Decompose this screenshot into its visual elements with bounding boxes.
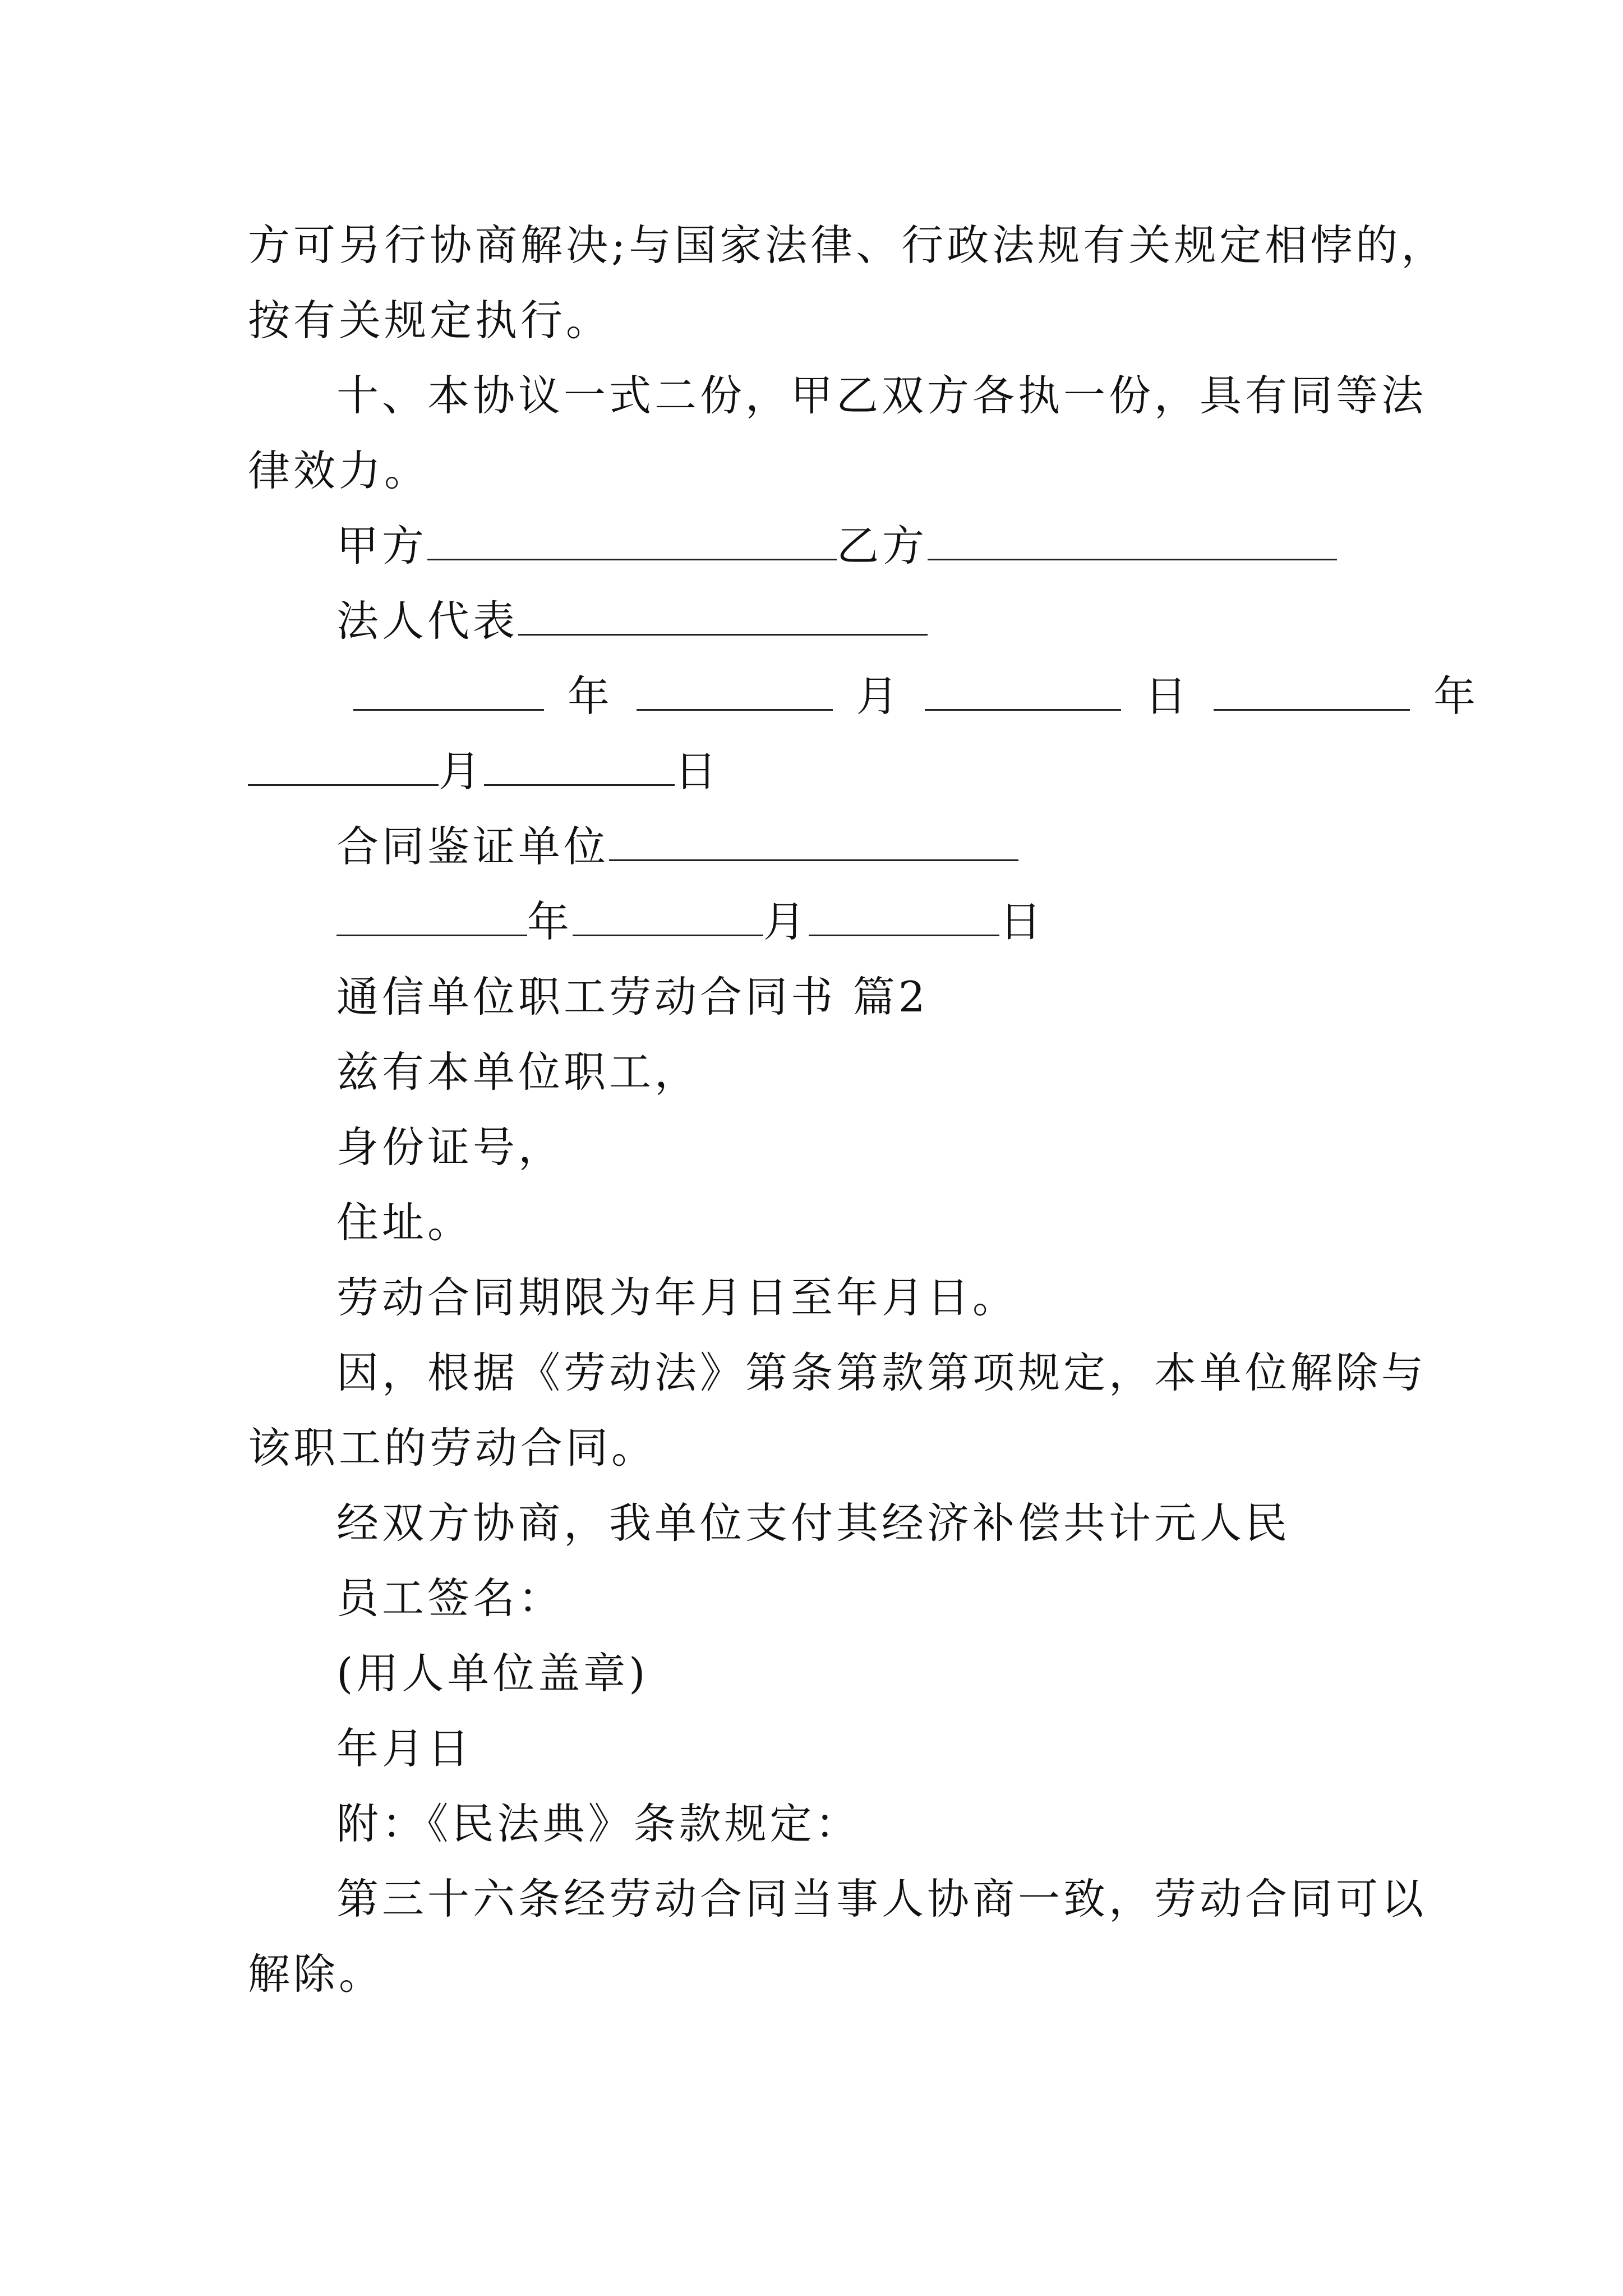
paragraph-line: 第三十六条经劳动合同当事人协商一致，劳动合同可以 (336, 1874, 1427, 1924)
paragraph-line: 劳动合同期限为年月日至年月日。 (336, 1273, 1018, 1322)
clause-ten-line: 律效力。 (248, 446, 430, 495)
date-blank (353, 670, 544, 711)
year-label: 年 (1433, 671, 1479, 721)
paragraph-line: 方可另行协商解决;与国家法律、行政法规有关规定相悖的， (248, 220, 1447, 270)
employer-seal-label: (用人单位盖章) (336, 1649, 649, 1698)
paragraph-line: 解除。 (248, 1949, 385, 1999)
month-label: 月 (439, 747, 485, 796)
verify-unit-label: 合同鉴证单位 (336, 822, 610, 871)
paragraph-line: 因，根据《劳动法》第条第款第项规定，本单位解除与 (336, 1348, 1427, 1397)
party-b-blank (928, 519, 1337, 560)
date-row-3 (336, 894, 1045, 950)
section-title: 通信单位职工劳动合同书 篇2 (336, 972, 929, 1022)
verify-unit-blank (609, 820, 1018, 861)
date-blank (336, 895, 527, 936)
paragraph-line: 该职工的劳动合同。 (248, 1423, 657, 1473)
paragraph-line: 按有关规定执行。 (248, 296, 612, 345)
party-b-label: 乙方 (837, 521, 928, 570)
year-label: 年 (567, 671, 613, 721)
date-label: 年月日 (336, 1724, 473, 1773)
date-blank (809, 895, 999, 936)
date-blank (573, 895, 763, 936)
party-signature-row (336, 518, 1337, 574)
verify-unit-row (336, 818, 1018, 875)
paragraph-line: 经双方协商，我单位支付其经济补偿共计元人民 (336, 1498, 1291, 1548)
appendix-heading: 附：《民法典》条款规定： (336, 1799, 861, 1848)
date-blank (1214, 670, 1410, 711)
clause-ten-line: 十、本协议一式二份，甲乙双方各执一份，具有同等法 (336, 371, 1427, 420)
party-a-label: 甲方 (336, 521, 428, 570)
year-label: 年 (527, 897, 573, 946)
day-label: 日 (999, 897, 1045, 946)
paragraph-line: 身份证号， (336, 1122, 564, 1172)
date-row-1 (353, 668, 1479, 724)
paragraph-line: 住址。 (336, 1198, 473, 1247)
date-blank (248, 745, 439, 786)
paragraph-line: 兹有本单位职工， (336, 1047, 700, 1097)
date-blank (484, 745, 675, 786)
date-blank (637, 670, 833, 711)
legal-rep-label: 法人代表 (336, 596, 519, 646)
month-label: 月 (763, 897, 809, 946)
employee-signature-label: 员工签名： (336, 1573, 564, 1623)
legal-rep-row (336, 593, 928, 649)
date-blank (925, 670, 1121, 711)
day-label: 日 (1145, 671, 1191, 721)
legal-rep-blank (518, 595, 928, 636)
date-row-2 (248, 743, 720, 799)
party-a-blank (427, 519, 837, 560)
day-label: 日 (675, 747, 721, 796)
month-label: 月 (856, 671, 902, 721)
